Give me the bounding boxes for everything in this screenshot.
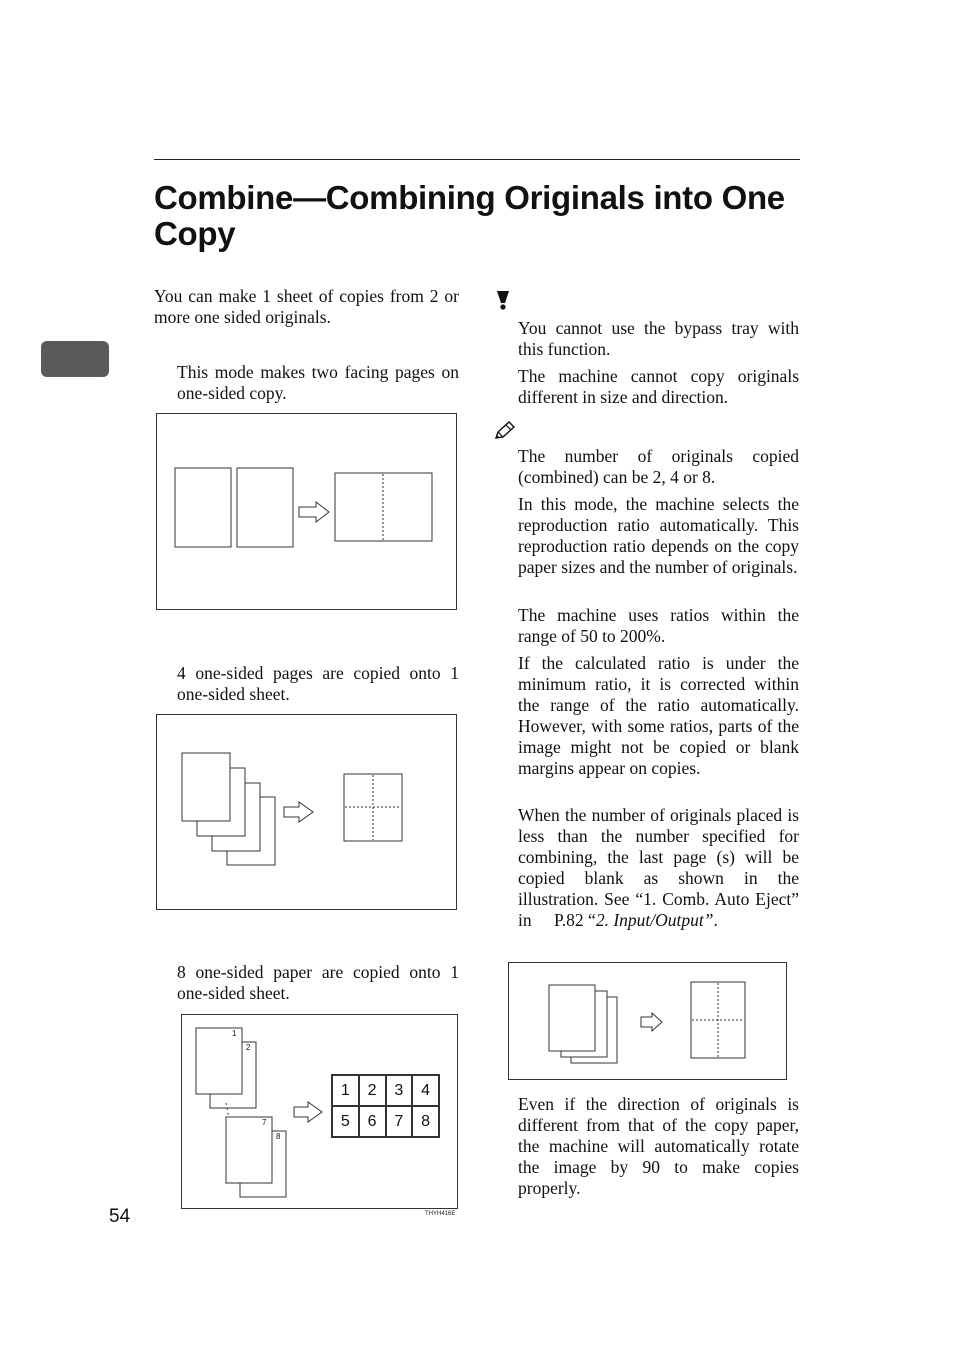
original-page-1 [182,753,230,821]
grid-cell: 6 [359,1106,386,1137]
page-label-8: 8 [276,1132,281,1141]
note-item-5-ref: P.82 “ [554,910,596,930]
note-item-5-end: . [713,910,718,930]
note-pencil-icon [494,420,516,440]
original-page-1 [549,985,595,1051]
note-item-2: In this mode, the machine selects the reproduction ratio automatically. This reproduction ratio depends on the copy paper sizes and the number of originals. [518,494,799,577]
mode-8-description: 8 one-sided paper are copied onto 1 one-sided sheet. [177,962,459,1003]
note-item-5 [518,805,799,931]
figure-code: THYH416E [425,1211,456,1217]
blank-page-diagram [509,963,788,1081]
grid-cell: 3 [386,1075,413,1106]
mode-4-description: 4 one-sided pages are copied onto 1 one-sided sheet. [177,663,459,704]
hollow-arrow-icon [284,802,313,822]
combine-4-figure [156,714,457,910]
limitation-item-2: The machine cannot copy originals different in size and direction. [518,366,799,407]
combine-4-diagram [157,715,458,911]
combine-2-figure [156,413,457,610]
grid-cell: 7 [386,1106,413,1137]
combine-2-diagram [157,414,458,611]
mode-2-description: This mode makes two facing pages on one-sided copy. [177,362,459,403]
combined-8-grid [331,1074,440,1138]
original-page-2 [237,468,293,547]
note-item-6: Even if the direction of originals is different from that of the copy paper, the machine will automatically rotate the image by 90 to make copies properly. [518,1094,799,1198]
blank-page-figure [508,962,787,1080]
note-item-1: The number of originals copied (combined) can be 2, 4 or 8. [518,446,799,487]
hollow-arrow-icon [641,1013,662,1031]
hollow-arrow-icon [299,502,329,522]
page-number: 54 [109,1206,131,1227]
header-rule [154,159,800,160]
page-title: Combine—Combining Originals into One Copy [154,179,785,252]
limitation-icon [494,290,512,312]
hollow-arrow-icon [294,1102,322,1122]
note-item-4: If the calculated ratio is under the minimum ratio, it is corrected within the range of the ratio automatically. However, with some ratios, parts of the image might not be copied or blank margins appear on copies. [518,653,799,778]
page-label-2: 2 [246,1043,251,1052]
grid-cell: 5 [332,1106,359,1137]
original-page-1 [175,468,231,547]
intro-text: You can make 1 sheet of copies from 2 or more one sided originals. [154,286,459,327]
input-output-link[interactable]: 2. Input/Output” [595,910,714,930]
limitation-item-1: You cannot use the bypass tray with this function. [518,318,799,359]
grid-cell: 2 [359,1075,386,1106]
page-label-1: 1 [232,1029,237,1038]
note-item-3: The machine uses ratios within the range of 50 to 200%. [518,605,799,646]
grid-cell: 4 [412,1075,439,1106]
grid-cell: 8 [412,1106,439,1137]
grid-cell: 1 [332,1075,359,1106]
note-item-5-text: When the number of originals placed is less than the number specified for combining, the last page (s) will be copied blank as shown in the illustration. See “1. Comb. Auto Eject” in [518,805,799,930]
chapter-tab [41,341,109,377]
page-label-7: 7 [262,1118,267,1127]
